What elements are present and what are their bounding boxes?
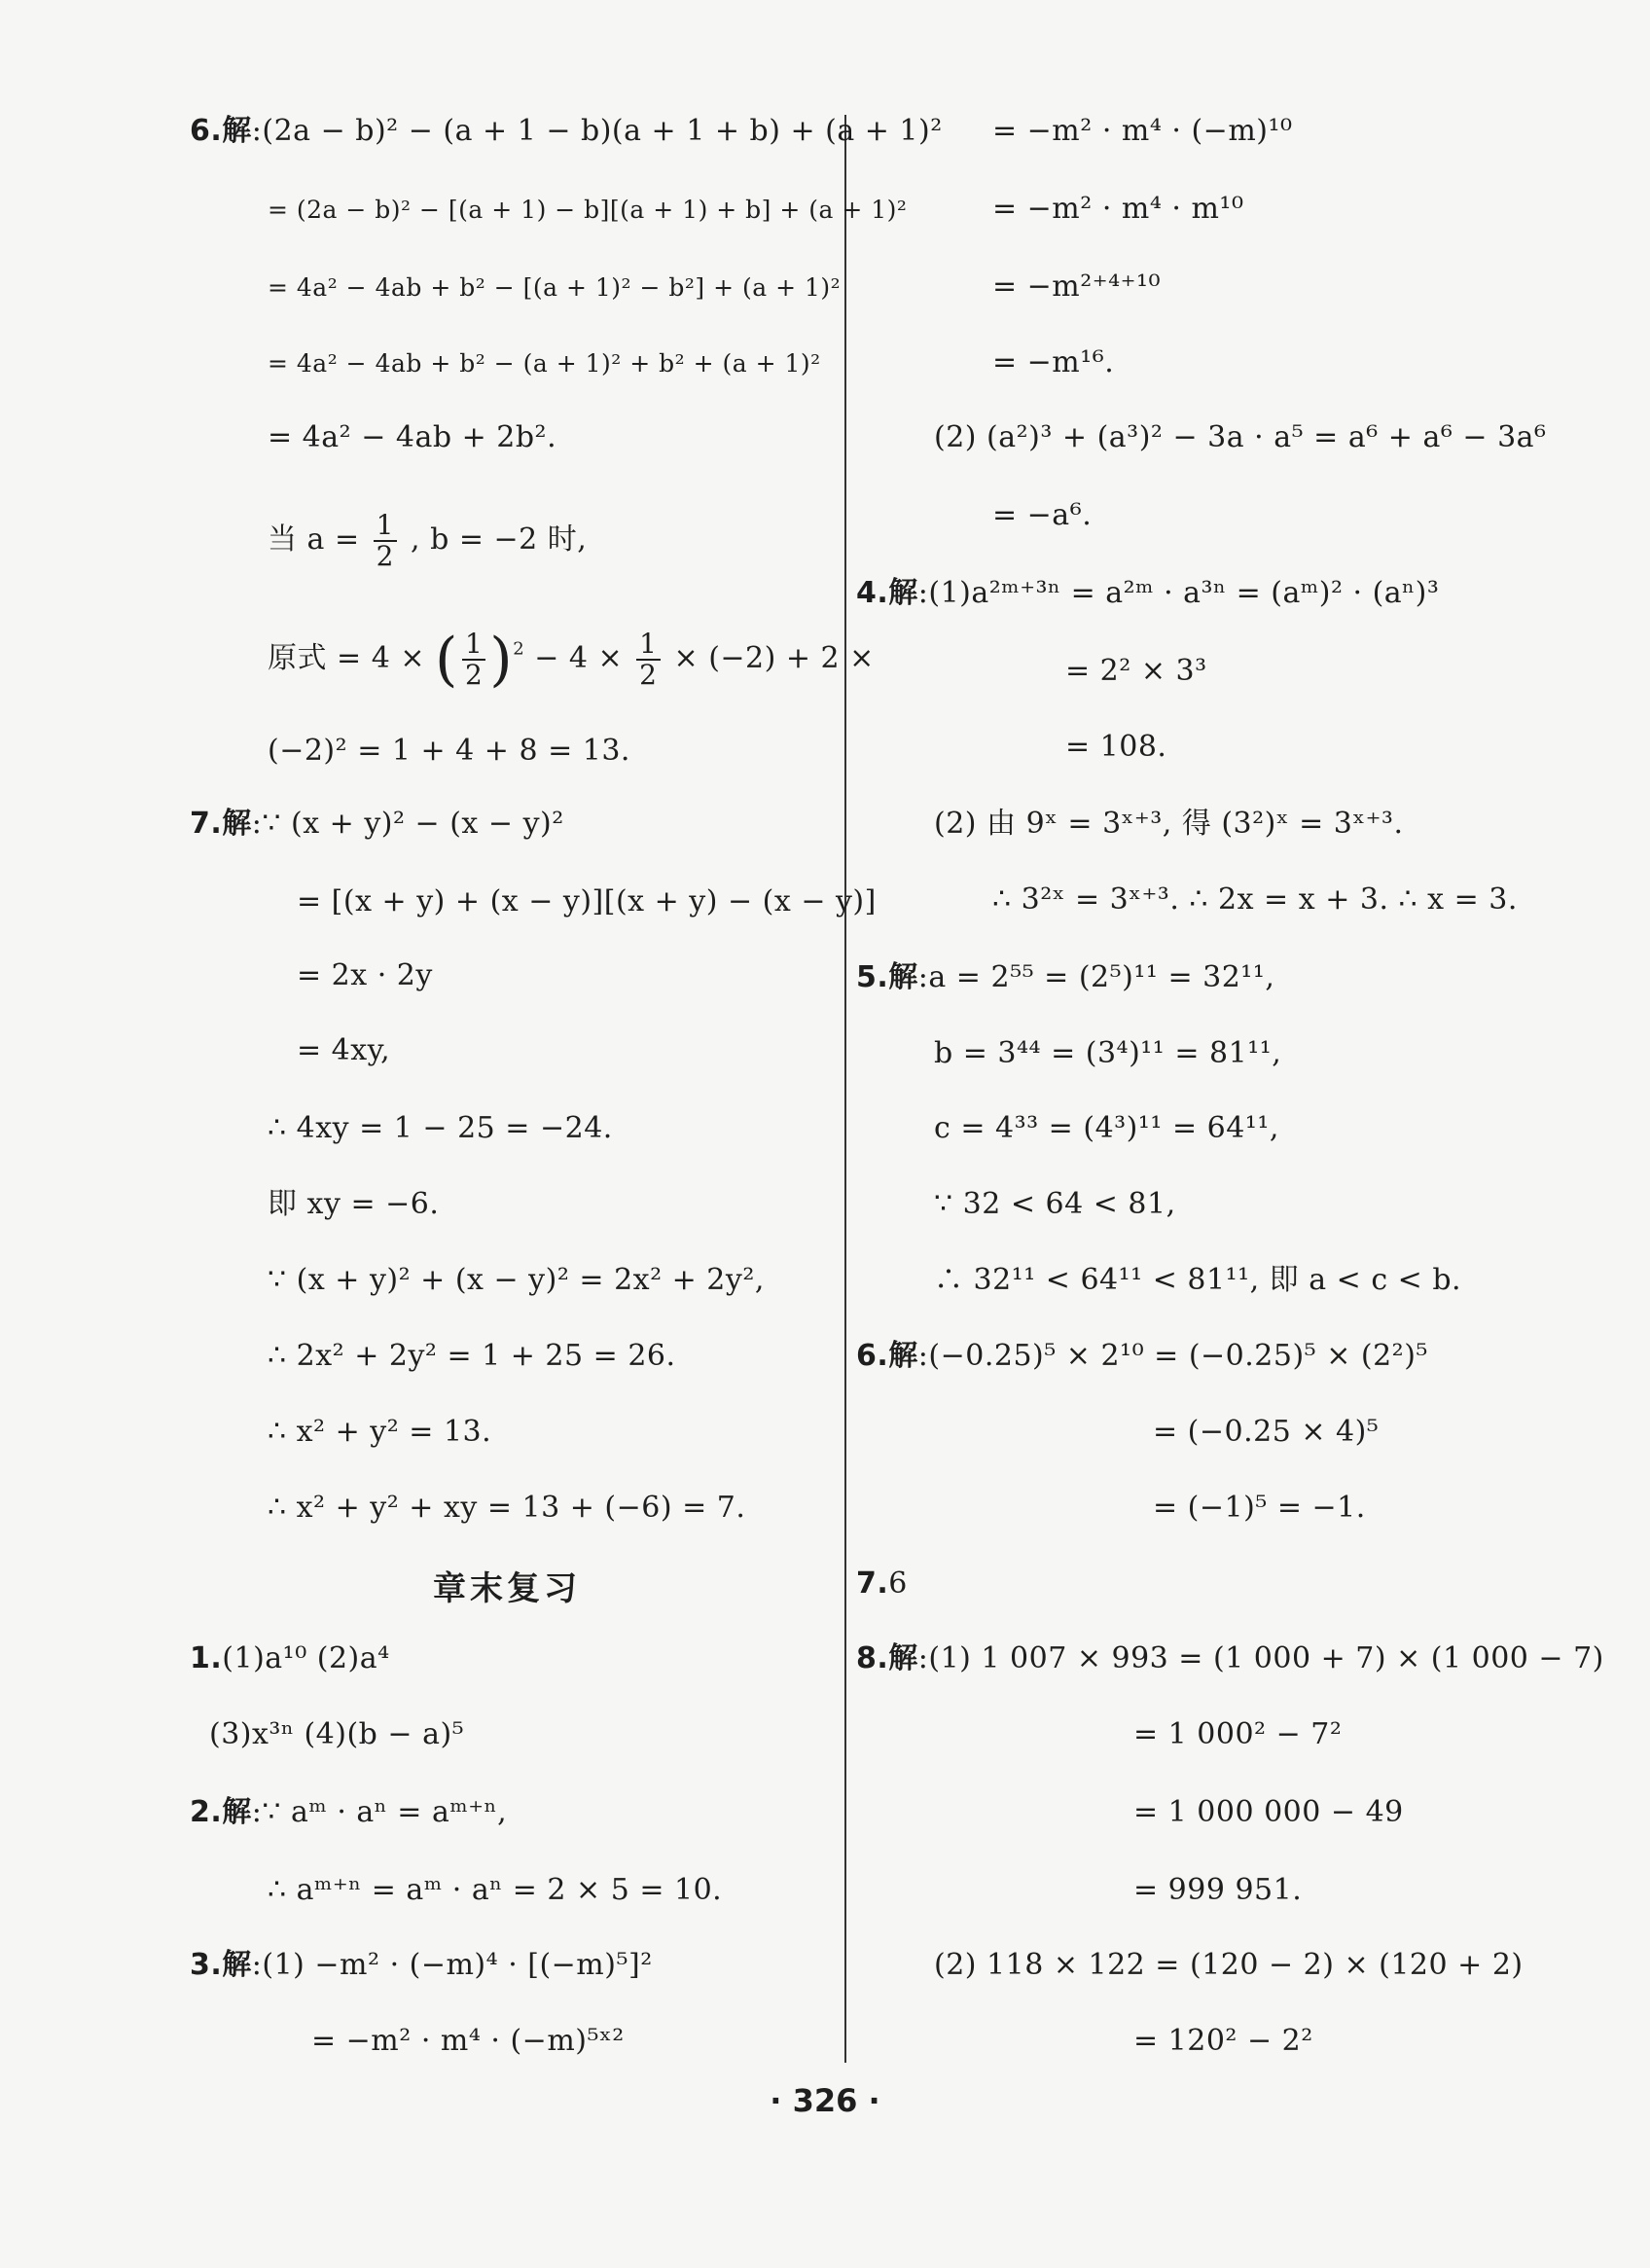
q1-line-2: (3)x³ⁿ (4)(b − a)⁵ bbox=[209, 1717, 465, 1751]
q3-line-2: = −m² · m⁴ · (−m)⁵ˣ² bbox=[311, 2024, 625, 2058]
q6-line-5: = 4a² − 4ab + 2b². bbox=[268, 420, 557, 454]
q6-calculation-end: (−2)² = 1 + 4 + 8 = 13. bbox=[268, 734, 630, 768]
q3-cont-line-6: = −a⁶. bbox=[992, 498, 1093, 532]
q7-line-6: 即 xy = −6. bbox=[268, 1187, 440, 1221]
q8-line-2: = 1 000² − 7² bbox=[1133, 1717, 1343, 1751]
q6r-line-3: = (−1)⁵ = −1. bbox=[1153, 1491, 1366, 1525]
fraction-half: $\frac{1}{2}$ bbox=[636, 630, 660, 690]
q3-line-1: 3.解:(1) −m² · (−m)⁴ · [(−m)⁵]² bbox=[190, 1948, 653, 1982]
q7-line-1: 7.解:∵ (x + y)² − (x − y)² bbox=[190, 807, 564, 841]
q7-line-10: ∴ x² + y² + xy = 13 + (−6) = 7. bbox=[268, 1491, 746, 1525]
q6r-line-1: 6.解:(−0.25)⁵ × 2¹⁰ = (−0.25)⁵ × (2²)⁵ bbox=[856, 1339, 1428, 1373]
q4-line-4: (2) 由 9ˣ = 3ˣ⁺³, 得 (3²)ˣ = 3ˣ⁺³. bbox=[934, 807, 1404, 841]
q5-line-5: ∴ 32¹¹ < 64¹¹ < 81¹¹, 即 a < c < b. bbox=[934, 1263, 1462, 1297]
section-title: 章末复习 bbox=[433, 1569, 581, 1608]
q7-line-5: ∴ 4xy = 1 − 25 = −24. bbox=[268, 1111, 613, 1145]
q5-line-1: 5.解:a = 2⁵⁵ = (2⁵)¹¹ = 32¹¹, bbox=[856, 960, 1275, 994]
q8-line-5: (2) 118 × 122 = (120 − 2) × (120 + 2) bbox=[934, 1948, 1524, 1982]
q6-line-2: = (2a − b)² − [(a + 1) − b][(a + 1) + b] + (a + 1)² bbox=[268, 196, 908, 224]
q6-line-4: = 4a² − 4ab + b² − (a + 1)² + b² + (a + 1)² bbox=[268, 349, 821, 378]
column-divider bbox=[844, 115, 846, 2063]
q7-line-8: ∴ 2x² + 2y² = 1 + 25 = 26. bbox=[268, 1339, 676, 1373]
q8-line-1: 8.解:(1) 1 007 × 993 = (1 000 + 7) × (1 000 − 7) bbox=[856, 1641, 1604, 1675]
q8-line-6: = 120² − 2² bbox=[1133, 2024, 1313, 2058]
q7-line-2: = [(x + y) + (x − y)][(x + y) − (x − y)] bbox=[297, 884, 877, 918]
q5-line-2: b = 3⁴⁴ = (3⁴)¹¹ = 81¹¹, bbox=[934, 1036, 1282, 1070]
q8-line-3: = 1 000 000 − 49 bbox=[1133, 1795, 1404, 1829]
q4-line-2: = 2² × 3³ bbox=[1065, 654, 1207, 688]
fraction-half: $\frac{1}{2}$ bbox=[374, 511, 397, 571]
q3-cont-line-4: = −m¹⁶. bbox=[992, 345, 1115, 379]
q4-line-1: 4.解:(1)a²ᵐ⁺³ⁿ = a²ᵐ · a³ⁿ = (aᵐ)² · (aⁿ)³ bbox=[856, 576, 1440, 610]
q6-calculation: 原式 = 4 × ( $\frac{1}{2}$ )$^2$ − 4 × $\frac{1}{2}$ × (−2) + 2 × bbox=[268, 626, 875, 694]
q4-line-3: = 108. bbox=[1065, 730, 1167, 764]
q7-line-4: = 4xy, bbox=[297, 1033, 391, 1067]
q7-line-9: ∴ x² + y² = 13. bbox=[268, 1415, 492, 1449]
q1-line-1: 1.(1)a¹⁰ (2)a⁴ bbox=[190, 1641, 390, 1675]
q4-line-5: ∴ 3²ˣ = 3ˣ⁺³. ∴ 2x = x + 3. ∴ x = 3. bbox=[992, 882, 1518, 917]
q6-line-1: 6.解:(2a − b)² − (a + 1 − b)(a + 1 + b) + (a + 1)² bbox=[190, 114, 943, 148]
fraction-half: $\frac{1}{2}$ bbox=[462, 630, 485, 690]
q7-line-7: ∵ (x + y)² + (x − y)² = 2x² + 2y², bbox=[268, 1263, 765, 1297]
q6r-line-2: = (−0.25 × 4)⁵ bbox=[1153, 1415, 1380, 1449]
q7-line-3: = 2x · 2y bbox=[297, 958, 433, 992]
page-number: · 326 · bbox=[770, 2082, 880, 2119]
q3-cont-line-3: = −m²⁺⁴⁺¹⁰ bbox=[992, 270, 1162, 304]
q2-line-1: 2.解:∵ aᵐ · aⁿ = aᵐ⁺ⁿ, bbox=[190, 1795, 508, 1829]
q6-condition: 当 a = $\frac{1}{2}$ , b = −2 时, bbox=[268, 509, 588, 572]
q3-cont-line-2: = −m² · m⁴ · m¹⁰ bbox=[992, 192, 1244, 226]
q3-cont-line-5: (2) (a²)³ + (a³)² − 3a · a⁵ = a⁶ + a⁶ − 3a⁶ bbox=[934, 420, 1547, 454]
q6-line-3: = 4a² − 4ab + b² − [(a + 1)² − b²] + (a + 1)² bbox=[268, 273, 842, 302]
q7r-answer: 7.6 bbox=[856, 1566, 908, 1601]
q8-line-4: = 999 951. bbox=[1133, 1873, 1303, 1907]
q2-line-2: ∴ aᵐ⁺ⁿ = aᵐ · aⁿ = 2 × 5 = 10. bbox=[268, 1873, 723, 1907]
q5-line-3: c = 4³³ = (4³)¹¹ = 64¹¹, bbox=[934, 1111, 1279, 1145]
q3-cont-line-1: = −m² · m⁴ · (−m)¹⁰ bbox=[992, 114, 1293, 148]
q5-line-4: ∵ 32 < 64 < 81, bbox=[934, 1187, 1176, 1221]
